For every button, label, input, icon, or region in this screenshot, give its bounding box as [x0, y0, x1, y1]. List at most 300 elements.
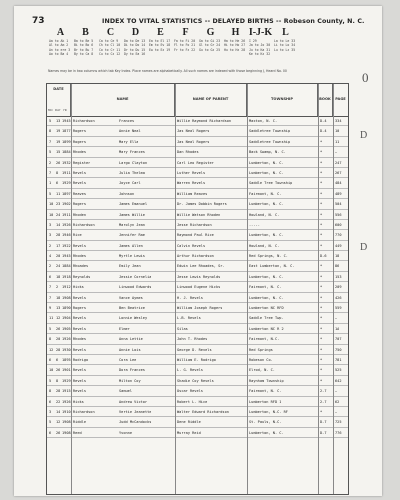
table-row — [47, 158, 348, 168]
table-row — [47, 126, 348, 136]
index-code: Da to De 13 — [124, 39, 146, 43]
tab-mark: D — [360, 130, 368, 141]
month-cell: 5 — [49, 420, 52, 425]
month-cell: 12 — [49, 347, 54, 352]
page-cell: 449 — [335, 243, 342, 248]
book-cell: * — [320, 191, 323, 196]
day-cell: 13 — [56, 119, 61, 123]
township-cell: Fairmont, N. C. — [249, 389, 282, 394]
given-name-cell: Myrtle Lewis — [119, 254, 145, 259]
surname-cell: Rogers — [73, 202, 86, 207]
index-code: Dy to Ea 16 — [124, 51, 146, 56]
table-row — [47, 386, 348, 396]
page-cell: 776 — [335, 430, 342, 435]
index-ledger — [46, 83, 349, 495]
parent-name-cell: William E. Rodrigo — [177, 357, 216, 362]
book-cell: * — [320, 337, 323, 342]
table-row — [47, 345, 348, 355]
township-cell: Lumberton, N. C. — [249, 202, 284, 207]
index-letter: H — [231, 27, 240, 38]
parent-name-cell: Dr. James Dobbin Rogers — [177, 202, 227, 207]
book-cell: * — [320, 409, 323, 414]
index-code: Li to Lo 34 — [274, 43, 296, 48]
given-name-cell: Samuel — [119, 389, 132, 394]
page-cell: 600 — [335, 222, 342, 227]
book-cell: * — [320, 160, 323, 165]
surname-cell: Richardson — [73, 119, 95, 123]
table-row — [47, 178, 348, 188]
given-name-cell: Milton Coy — [119, 378, 141, 383]
index-code: Hi to Ho 27 — [224, 43, 246, 48]
township-cell: Lumberton, N.C. RF — [249, 409, 288, 414]
index-code-column — [148, 39, 173, 56]
book-cell: 2-7 — [320, 389, 327, 394]
given-name-cell: James Allen — [119, 243, 143, 248]
index-letter: G — [206, 27, 215, 38]
day-cell: 22 — [56, 399, 61, 404]
given-name-cell: Marolyn Jean — [119, 222, 145, 227]
book-cell: * — [320, 378, 323, 383]
index-code: Ke to Kz 32 — [249, 51, 271, 56]
given-name-cell: James Emanuel — [119, 202, 148, 207]
month-cell: 7 — [49, 139, 52, 144]
surname-cell: Rhodes — [73, 337, 86, 342]
given-name-cell: Annie Lois — [119, 347, 141, 352]
month-cell: 2 — [49, 160, 52, 165]
table-row — [47, 116, 348, 126]
year-cell: 1932 — [62, 160, 71, 165]
year-cell: 1926 — [62, 337, 71, 342]
table-row — [47, 272, 348, 282]
surname-cell: Rhoden — [73, 212, 86, 217]
parent-name-cell: Linwood Eugene Hicks — [177, 285, 221, 290]
book-cell: * — [320, 306, 323, 311]
day-cell: 20 — [56, 254, 61, 259]
month-cell: 2 — [49, 243, 52, 248]
month-cell: 5 — [49, 119, 52, 123]
year-cell: 1890 — [62, 306, 71, 311]
day-cell: 28 — [56, 233, 61, 238]
ledger-header — [47, 84, 348, 117]
book-cell: * — [320, 368, 323, 373]
given-name-cell: Cora Lee — [119, 357, 137, 362]
given-name-cell: Lonnie Wesley — [119, 316, 148, 321]
given-name-cell: Johnson — [119, 191, 135, 196]
book-cell: D-4 — [320, 119, 327, 123]
index-code-column — [123, 39, 148, 56]
parent-name-cell: Arthur Richardson — [177, 254, 214, 259]
surname-cell: Revels — [73, 181, 86, 186]
book-header: BOOK — [318, 84, 333, 116]
year-cell: 1897 — [62, 191, 71, 196]
index-code: Di to Do 14 — [124, 43, 146, 48]
book-cell: D-7 — [320, 420, 327, 425]
index-letter: L — [282, 27, 289, 38]
page-cell: 18 — [335, 254, 340, 259]
index-letter — [298, 28, 323, 38]
parent-name-cell: John T. Rhodes — [177, 337, 208, 342]
index-letter: D — [131, 27, 140, 38]
index-code: Ea to El 17 — [149, 39, 171, 43]
year-cell: 1912 — [62, 285, 71, 290]
township-header: TOWNSHIP — [247, 84, 318, 116]
year-cell: 1908 — [62, 295, 71, 300]
day-cell: 8 — [56, 170, 59, 175]
parent-name-cell: George D. Revels — [177, 347, 212, 352]
year-cell: 1945 — [62, 254, 71, 259]
page-cell: 334 — [335, 119, 342, 123]
surname-cell: Riddle — [73, 420, 86, 425]
township-cell: Lumberton, N. C. — [249, 170, 284, 175]
table-row — [47, 282, 348, 292]
year-cell: 1911 — [62, 170, 71, 175]
year-cell: 1902 — [62, 202, 71, 207]
page-title: INDEX TO VITAL STATISTICS -- DELAYED BIRTHS -- Robeson County, N. C. — [102, 18, 365, 25]
index-letter: E — [157, 27, 164, 38]
township-cell: Red Springs, N. C. — [249, 254, 288, 259]
tab-mark: 0 — [362, 70, 369, 85]
page-cell: 153 — [335, 274, 342, 279]
day-cell: 28 — [56, 347, 61, 352]
month-cell: 8 — [49, 337, 52, 342]
ledger-page — [14, 6, 382, 496]
year-cell: 1884 — [62, 150, 71, 155]
book-cell: D-7 — [320, 430, 327, 435]
page-cell: — — [335, 150, 338, 155]
page-cell: 489 — [335, 191, 342, 196]
index-code-column — [173, 39, 198, 56]
parent-name-cell: Shadie Coy Revels — [177, 378, 214, 383]
day-cell: 13 — [56, 306, 61, 311]
page-cell: 504 — [335, 202, 342, 207]
township-cell: Lumberton, N. C. — [249, 160, 284, 165]
table-row — [47, 365, 348, 375]
given-name-cell: Anna Lettie — [119, 337, 143, 342]
surname-cell: Revels — [73, 295, 86, 300]
year-cell: 1929 — [62, 181, 71, 186]
given-name-cell: Judd McCandocks — [119, 420, 152, 425]
index-code: Dr to Du 15 — [124, 47, 146, 52]
month-cell: 3 — [49, 222, 52, 227]
parent-name-cell: Jesse Richardson — [177, 222, 212, 227]
township-cell: Saddletree Township — [249, 139, 291, 144]
table-row — [47, 407, 348, 417]
index-code-column — [323, 39, 348, 56]
township-cell: Fairmont, N. C. — [249, 191, 282, 196]
parent-name-cell: William Joseph Rogers — [177, 306, 223, 311]
month-cell: 6 — [49, 357, 52, 362]
table-row — [47, 210, 348, 220]
table-row — [47, 324, 348, 334]
day-cell: 18 — [56, 274, 61, 279]
page-number: 73 — [32, 16, 45, 26]
day-cell: 11 — [56, 191, 61, 196]
month-cell: 7 — [49, 170, 52, 175]
index-letter — [323, 28, 348, 38]
day-cell: 18 — [56, 295, 61, 300]
day-cell: 26 — [56, 160, 61, 165]
month-cell: 5 — [49, 378, 52, 383]
page-cell: 525 — [335, 368, 342, 373]
parent-name-cell: Dene Riddle — [177, 420, 201, 425]
table-row — [47, 168, 348, 178]
page-cell: 11 — [335, 139, 340, 144]
page-header: PAGE — [335, 97, 346, 101]
year-cell: 1922 — [62, 243, 71, 248]
given-name-cell: Joyce Carl — [119, 181, 141, 186]
book-cell: * — [320, 274, 323, 279]
book-cell: * — [320, 212, 323, 217]
day-cell: 2 — [56, 285, 59, 290]
page-cell: 559 — [335, 306, 342, 311]
index-code: Ao to Ba 4 — [49, 51, 69, 56]
township-cell: Saddletree Township — [249, 129, 291, 134]
parent-name-cell: Murray Reid — [177, 430, 201, 435]
page-cell: 267 — [335, 170, 342, 175]
surname-cell: Rhodes — [73, 150, 86, 155]
date-header: DATE MO DAY YR — [47, 84, 71, 116]
index-code: Ca to Ce 9 — [99, 39, 119, 43]
page-cell: 725 — [335, 420, 342, 425]
index-code-column — [198, 39, 223, 56]
given-name-cell: Ben Beatrice — [119, 306, 145, 311]
township-cell: Fairmont, N. C. — [249, 285, 282, 290]
tab-mark: D — [360, 242, 368, 253]
parent-name-cell: Luther Revels — [177, 170, 206, 175]
parent-name-cell: Walter Edward Richardson — [177, 409, 229, 414]
surname-cell: Revels — [73, 243, 86, 248]
index-code: Ew to Ez 19 — [149, 47, 171, 52]
index-letter: C — [106, 27, 115, 38]
alphabet-index — [48, 28, 348, 66]
index-code-column — [48, 39, 73, 56]
township-cell: Lumberton, N. C. — [249, 295, 284, 300]
given-name-cell: Vance Aymes — [119, 295, 143, 300]
page-cell: 642 — [335, 378, 342, 383]
index-code: Ha to He 26 — [224, 39, 246, 43]
month-cell: 4 — [49, 254, 52, 259]
book-cell: * — [320, 357, 323, 362]
index-code: Br to Bu 7 — [74, 47, 94, 52]
surname-cell: Richardson — [73, 409, 95, 414]
page-cell: 426 — [335, 295, 342, 300]
parent-name-cell: Warren Revels — [177, 181, 206, 186]
surname-cell: Revels — [73, 368, 86, 373]
book-cell: * — [320, 295, 323, 300]
index-code: Fl to Fo 21 — [174, 43, 196, 48]
name-header: NAME — [71, 84, 175, 116]
day-cell: 24 — [56, 212, 61, 217]
parent-name-cell: Jas Neal Rogers — [177, 129, 210, 134]
month-cell: 8 — [49, 389, 52, 394]
day-cell: 6 — [56, 181, 59, 186]
township-cell: Lumberton NC R 2 — [249, 326, 284, 331]
surname-cell: Rogers — [73, 306, 86, 311]
township-cell: ----- — [249, 222, 260, 227]
table-row — [47, 355, 348, 365]
month-cell: 8 — [49, 129, 52, 134]
page-cell: 750 — [335, 347, 342, 352]
year-cell: 1946 — [62, 233, 71, 238]
parent-name-cell: Jesse Lewis Reynolds — [177, 274, 221, 279]
month-cell: 5 — [49, 150, 52, 155]
book-cell: * — [320, 202, 323, 207]
year-cell: 1908 — [62, 420, 71, 425]
index-code-column — [298, 39, 323, 56]
page-cell: 247 — [335, 160, 342, 165]
table-row — [47, 376, 348, 386]
page-cell: 781 — [335, 357, 342, 362]
day-cell: 15 — [56, 150, 61, 155]
index-letter: B — [82, 27, 89, 38]
ledger-rows — [47, 116, 348, 438]
index-code: Gu to Gz 25 — [199, 47, 221, 52]
index-code: Ja to Jo 30 — [249, 43, 271, 48]
given-name-cell: Dora Frances — [119, 368, 145, 373]
book-cell: * — [320, 170, 323, 175]
index-code: Cu to Cz 12 — [99, 51, 121, 56]
table-row — [47, 428, 348, 438]
parent-header: NAME OF PARENT — [175, 84, 247, 116]
month-cell: 10 — [49, 368, 54, 373]
index-code-column — [73, 39, 98, 56]
given-name-cell: Vertie Jeanette — [119, 409, 152, 414]
year-cell: 1899 — [62, 139, 71, 144]
given-name-cell: Frances — [119, 119, 135, 123]
surname-cell: Revels — [73, 347, 86, 352]
year-cell: 1930 — [62, 347, 71, 352]
page-cell: 707 — [335, 337, 342, 342]
book-cell: * — [320, 222, 323, 227]
given-name-cell: Jennifer Rae — [119, 233, 145, 238]
year-cell: 1877 — [62, 129, 71, 134]
index-code: Ga to Gi 23 — [199, 39, 221, 43]
township-cell: East Lumberton, N. C. — [249, 264, 295, 269]
parent-name-cell: Oscar Revels — [177, 389, 203, 394]
year-cell: 1911 — [62, 212, 71, 217]
month-cell: 2 — [49, 264, 52, 269]
day-cell: 14 — [56, 409, 61, 414]
year-cell: 1908 — [62, 430, 71, 435]
given-name-cell: Julia Thelma — [119, 170, 145, 175]
month-cell: 10 — [49, 202, 54, 207]
page-cell: — — [335, 389, 338, 394]
index-letter: F — [182, 27, 189, 38]
given-name-cell: Mary Frances — [119, 150, 145, 155]
surname-cell: Revels — [73, 170, 86, 175]
day-cell: 26 — [56, 326, 61, 331]
day-cell: 26 — [56, 430, 61, 435]
index-code-column — [98, 39, 123, 56]
township-cell: Elrod, N. C. — [249, 368, 275, 373]
book-cell: 2-7 — [320, 399, 327, 404]
book-cell: * — [320, 139, 323, 144]
book-cell: * — [320, 316, 323, 321]
township-cell: Red Springs — [249, 347, 273, 352]
index-letter: A — [56, 27, 65, 38]
month-cell: 11 — [49, 316, 54, 321]
parent-name-cell: Dan Rhodes — [177, 150, 199, 155]
table-row — [47, 241, 348, 251]
month-cell: 1 — [49, 181, 52, 186]
parent-name-cell: H. J. Revels — [177, 295, 203, 300]
parent-name-cell: Willie Raymond Richardson — [177, 119, 232, 123]
day-cell: 14 — [56, 222, 61, 227]
table-row — [47, 230, 348, 240]
parent-name-cell: William Reaves — [177, 191, 208, 196]
month-cell: 6 — [49, 274, 52, 279]
year-cell: 1884 — [62, 264, 71, 269]
surname-cell: Rodrigo — [73, 357, 89, 362]
township-cell: Raynham Township — [249, 378, 284, 383]
month-cell: 5 — [49, 326, 52, 331]
index-code: Hu to Hz 28 — [224, 47, 246, 52]
month-cell: 9 — [49, 306, 52, 311]
index-letter: I-J-K — [248, 27, 273, 38]
surname-cell: Rice — [73, 233, 82, 238]
surname-cell: Reaves — [73, 191, 86, 196]
table-row — [47, 147, 348, 157]
table-row — [47, 189, 348, 199]
book-cell: * — [320, 347, 323, 352]
book-cell: * — [320, 233, 323, 238]
township-cell: Howland, N. C. — [249, 212, 280, 217]
index-code: Ju to Ka 31 — [249, 47, 271, 52]
table-row — [47, 137, 348, 147]
day-cell: 28 — [56, 389, 61, 394]
township-cell: St. Pauls, N.C. — [249, 420, 282, 425]
township-cell: Lumberton, N. C. — [249, 430, 284, 435]
township-cell: Lumberton RFD 1 — [249, 399, 282, 404]
year-cell: 1926 — [62, 222, 71, 227]
year-cell: 1915 — [62, 389, 71, 394]
page-cell: 556 — [335, 212, 342, 217]
table-row — [47, 313, 348, 323]
surname-cell: Rogers — [73, 129, 86, 134]
given-name-cell: Andrew Victor — [119, 399, 148, 404]
day-cell: 8 — [56, 378, 59, 383]
index-code: La to Le 33 — [274, 39, 296, 43]
township-cell: Saddle Tree Township — [249, 181, 293, 186]
parent-name-cell: Raymond Paul Rice — [177, 233, 214, 238]
book-cell: * — [320, 264, 323, 269]
year-cell: 1904 — [62, 316, 71, 321]
table-row — [47, 261, 348, 271]
index-code: By to Ca 8 — [74, 51, 94, 56]
instruction-note: Names may be in two columns which tab Key Index. Place names are alphabetically. All such names are indexed with those beginning J, Heard No. 00 — [48, 69, 287, 73]
day-cell: 17 — [56, 243, 61, 248]
index-code: Em to Ev 18 — [149, 43, 171, 48]
surname-cell: Revels — [73, 378, 86, 383]
page-cell: 10 — [335, 129, 340, 134]
year-cell: 1905 — [62, 326, 71, 331]
index-code: Lu to Lz 35 — [274, 47, 296, 52]
page-cell: 1A — [335, 326, 340, 331]
given-name-cell: Linwood Edwards — [119, 285, 152, 290]
book-cell: D-4 — [320, 129, 327, 134]
parent-name-cell: Calvin Revels — [177, 243, 206, 248]
surname-cell: Register — [73, 160, 91, 165]
page-cell: 62 — [335, 399, 340, 404]
surname-cell: Rogers — [73, 139, 86, 144]
index-code: Gl to Gr 24 — [199, 43, 221, 48]
year-cell: 1929 — [62, 378, 71, 383]
table-row — [47, 417, 348, 427]
day-cell: 19 — [56, 139, 61, 144]
given-name-cell: Annie Neal — [119, 129, 141, 134]
table-row — [47, 251, 348, 261]
given-name-cell: Jessie Cornelia — [119, 274, 152, 279]
